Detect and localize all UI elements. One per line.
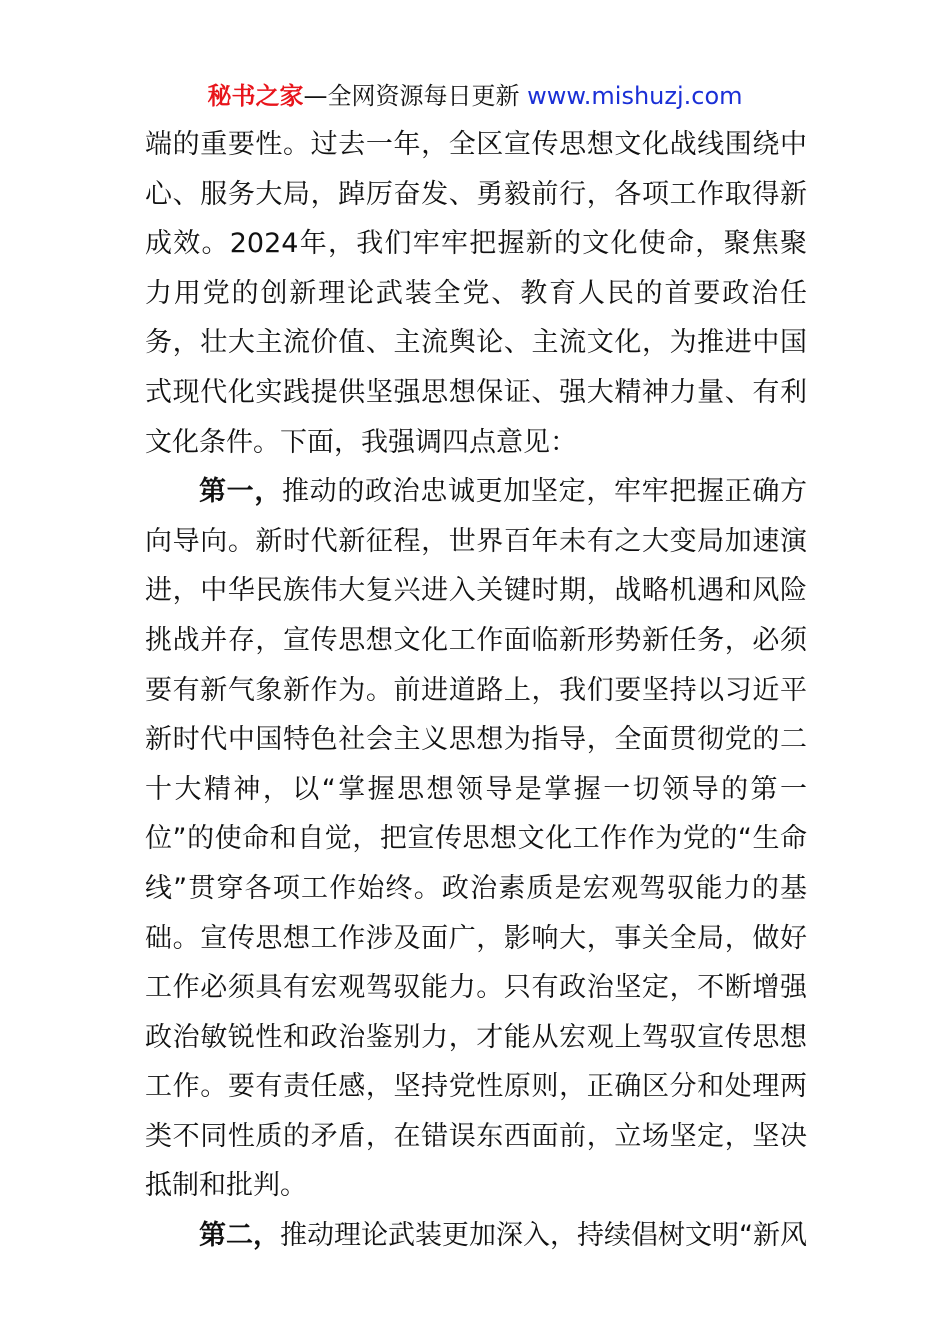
paragraph-continuation <box>145 120 807 467</box>
paragraph-point-one <box>145 467 807 1211</box>
site-url[interactable]: www.mishuzj.com <box>527 82 743 110</box>
paragraph-point-two <box>145 1211 807 1261</box>
site-tagline: —全网资源每日更新 <box>303 82 520 110</box>
paragraph-text: 推动的政治忠诚更加坚定，牢牢把握正确方向导向。新时代新征程，世界百年未有之大变局加速演进，中华民族伟大复兴进入关键时期，战略机遇和风险挑战并存，宣传思想文化工作面临新形势新任务，必须要有新气象新作为。前进道路上，我们要坚持以习近平新时代中国特色社会主义思想为指导，全面贯彻党的二十大精神，以“掌握思想领导是掌握一切领导的第一位”的使命和自觉，把宣传思想文化工作作为党的“生命线”贯穿各项工作始终。政治素质是宏观驾驭能力的基础。宣传思想工作涉及面广，影响大，事关全局，做好工作必须具有宏观驾驭能力。只有政治坚定，不断增强政治敏锐性和政治鉴别力，才能从宏观上驾驭宣传思想工作。要有责任感，坚持党性原则，正确区分和处理两类不同性质的矛盾，在错误东西面前，立场坚定，坚决抵制和批判。 <box>145 476 807 1202</box>
site-name: 秘书之家 <box>207 82 304 110</box>
paragraph-lead: 第二， <box>199 1220 280 1252</box>
paragraph-lead: 第一， <box>199 476 282 508</box>
paragraph-text: 推动理论武装更加深入，持续倡树文明“新风 <box>280 1220 807 1252</box>
page-header <box>0 78 950 114</box>
paragraph-text: 端的重要性。过去一年，全区宣传思想文化战线围绕中心、服务大局，踔厉奋发、勇毅前行，各项工作取得新成效。2024年，我们牢牢把握新的文化使命，聚焦聚力用党的创新理论武装全党、教育人民的首要政治任务，壮大主流价值、主流舆论、主流文化，为推进中国式现代化实践提供坚强思想保证、强大精神力量、有利文化条件。下面，我强调四点意见： <box>145 129 807 458</box>
document-body <box>145 120 807 1261</box>
